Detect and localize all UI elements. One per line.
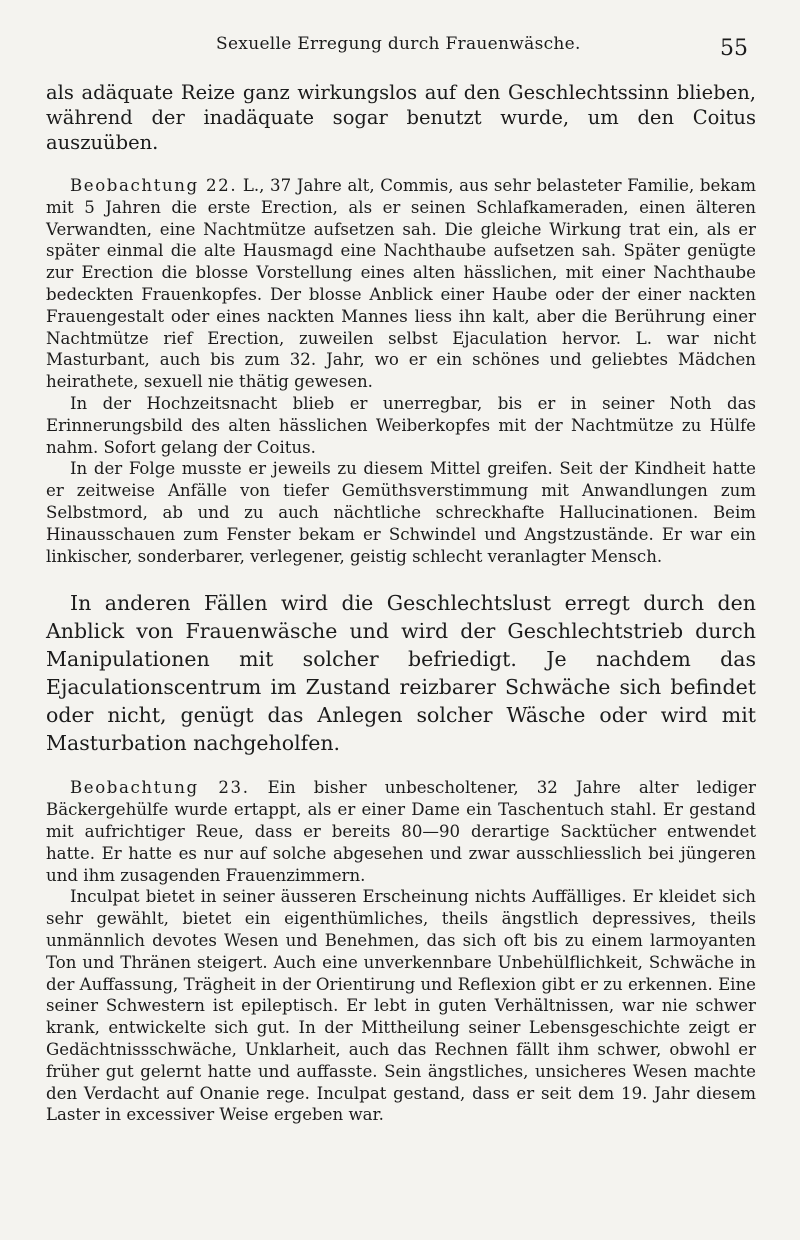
running-title: Sexuelle Erregung durch Frauenwäsche. <box>216 34 581 54</box>
observation-22-paragraph-2: In der Hochzeitsnacht blieb er unerregbar, bis er in seiner Noth das Erinnerungsbild des alten hässlichen Weiberkopfes mit der Nachtmütze zu Hülfe nahm. Sofort gelang der Coitus. <box>46 393 756 457</box>
observation-22 <box>46 175 756 393</box>
observation-22-label: Beobachtung 22. <box>70 176 238 195</box>
main-paragraph: In anderen Fällen wird die Geschlechtslust erregt durch den Anblick von Frauenwäsche und wird der Geschlechtstrieb durch Manipulationen mit solcher befriedigt. Je nachdem das Ejaculationscentrum im Zustand reizbarer Schwäche sich befindet oder nicht, genügt das Anlegen solcher Wäsche oder wird mit Masturbation nachgeholfen. <box>46 591 756 756</box>
observation-22-paragraph-3: In der Folge musste er jeweils zu diesem Mittel greifen. Seit der Kindheit hatte er zeitweise Anfälle von tiefer Gemüthsverstimmung mit Anwandlungen zum Selbstmord, ab und zu auch nächtliche schreckhafte Hallucinationen. Beim Hinausschauen zum Fenster bekam er Schwindel und Angstzustände. Er war ein linkischer, sonderbarer, verlegener, geistig schlecht veranlagter Mensch. <box>46 459 756 566</box>
observation-22-text: L., 37 Jahre alt, Commis, aus sehr belasteter Familie, bekam mit 5 Jahren die erste Erection, als er seinen Schlafkameraden, einen älteren Verwandten, eine Nachtmütze aufsetzen sah. Die gleiche Wirkung trat ein, als er später einmal die alte Hausmagd eine Nachthaube aufsetzen sah. Später genügte zur Erection die blosse Vorstellung eines alten hässlichen, mit einer Nachthaube bedeckten Frauenkopfes. Der blosse Anblick einer Haube oder der einer nackten Frauengestalt oder eines nackten Mannes liess ihn kalt, aber die Berührung einer Nachtmütze rief Erection, zuweilen selbst Ejaculation hervor. L. war nicht Masturbant, auch bis zum 32. Jahr, wo er ein schönes und geliebtes Mädchen heirathete, sexuell nie thätig gewesen. <box>46 176 756 392</box>
paragraph-continuation: als adäquate Reize ganz wirkungslos auf den Geschlechtssinn blieben, während der inadäquate sogar benutzt wurde, um den Coitus auszuüben. <box>46 81 756 154</box>
page-number: 55 <box>720 36 748 61</box>
observation-23-label: Beobachtung 23. <box>70 778 250 798</box>
observation-23 <box>46 777 756 886</box>
observation-23-text: Ein bisher unbescholtener, 32 Jahre alter lediger Bäckergehülfe wurde ertappt, als er einer Dame ein Taschentuch stahl. Er gestand mit aufrichtiger Reue, dass er bereits 80—90 derartige Sacktücher entwendet hatte. Er hatte es nur auf solche abgesehen und zwar ausschliesslich bei jüngeren und ihm zusagenden Frauenzimmern. <box>46 778 756 885</box>
observation-23-paragraph-2: Inculpat bietet in seiner äusseren Erscheinung nichts Auffälliges. Er kleidet sich sehr gewählt, bietet ein eigenthümliches, theils ängstlich depressives, theils unmännlich devotes Wesen und Benehmen, das sich oft bis zu einem larmoyanten Ton und Thränen steigert. Auch eine unverkennbare Unbehülflichkeit, Schwäche in der Auffassung, Trägheit in der Orientirung und Reflexion gibt er zu erkennen. Eine seiner Schwestern ist epileptisch. Er lebt in guten Verhältnissen, war nie schwer krank, entwickelte sich gut. In der Mittheilung seiner Lebensgeschichte zeigt er Gedächtnissschwäche, Unklarheit, auch das Rechnen fällt ihm schwer, obwohl er früher gut gelernt hatte und auffasste. Sein ängstliches, unsicheres Wesen machte den Verdacht auf Onanie rege. Inculpat gestand, dass er seit dem 19. Jahr diesem Laster in excessiver Weise ergeben war. <box>46 887 756 1125</box>
running-head <box>46 34 756 68</box>
